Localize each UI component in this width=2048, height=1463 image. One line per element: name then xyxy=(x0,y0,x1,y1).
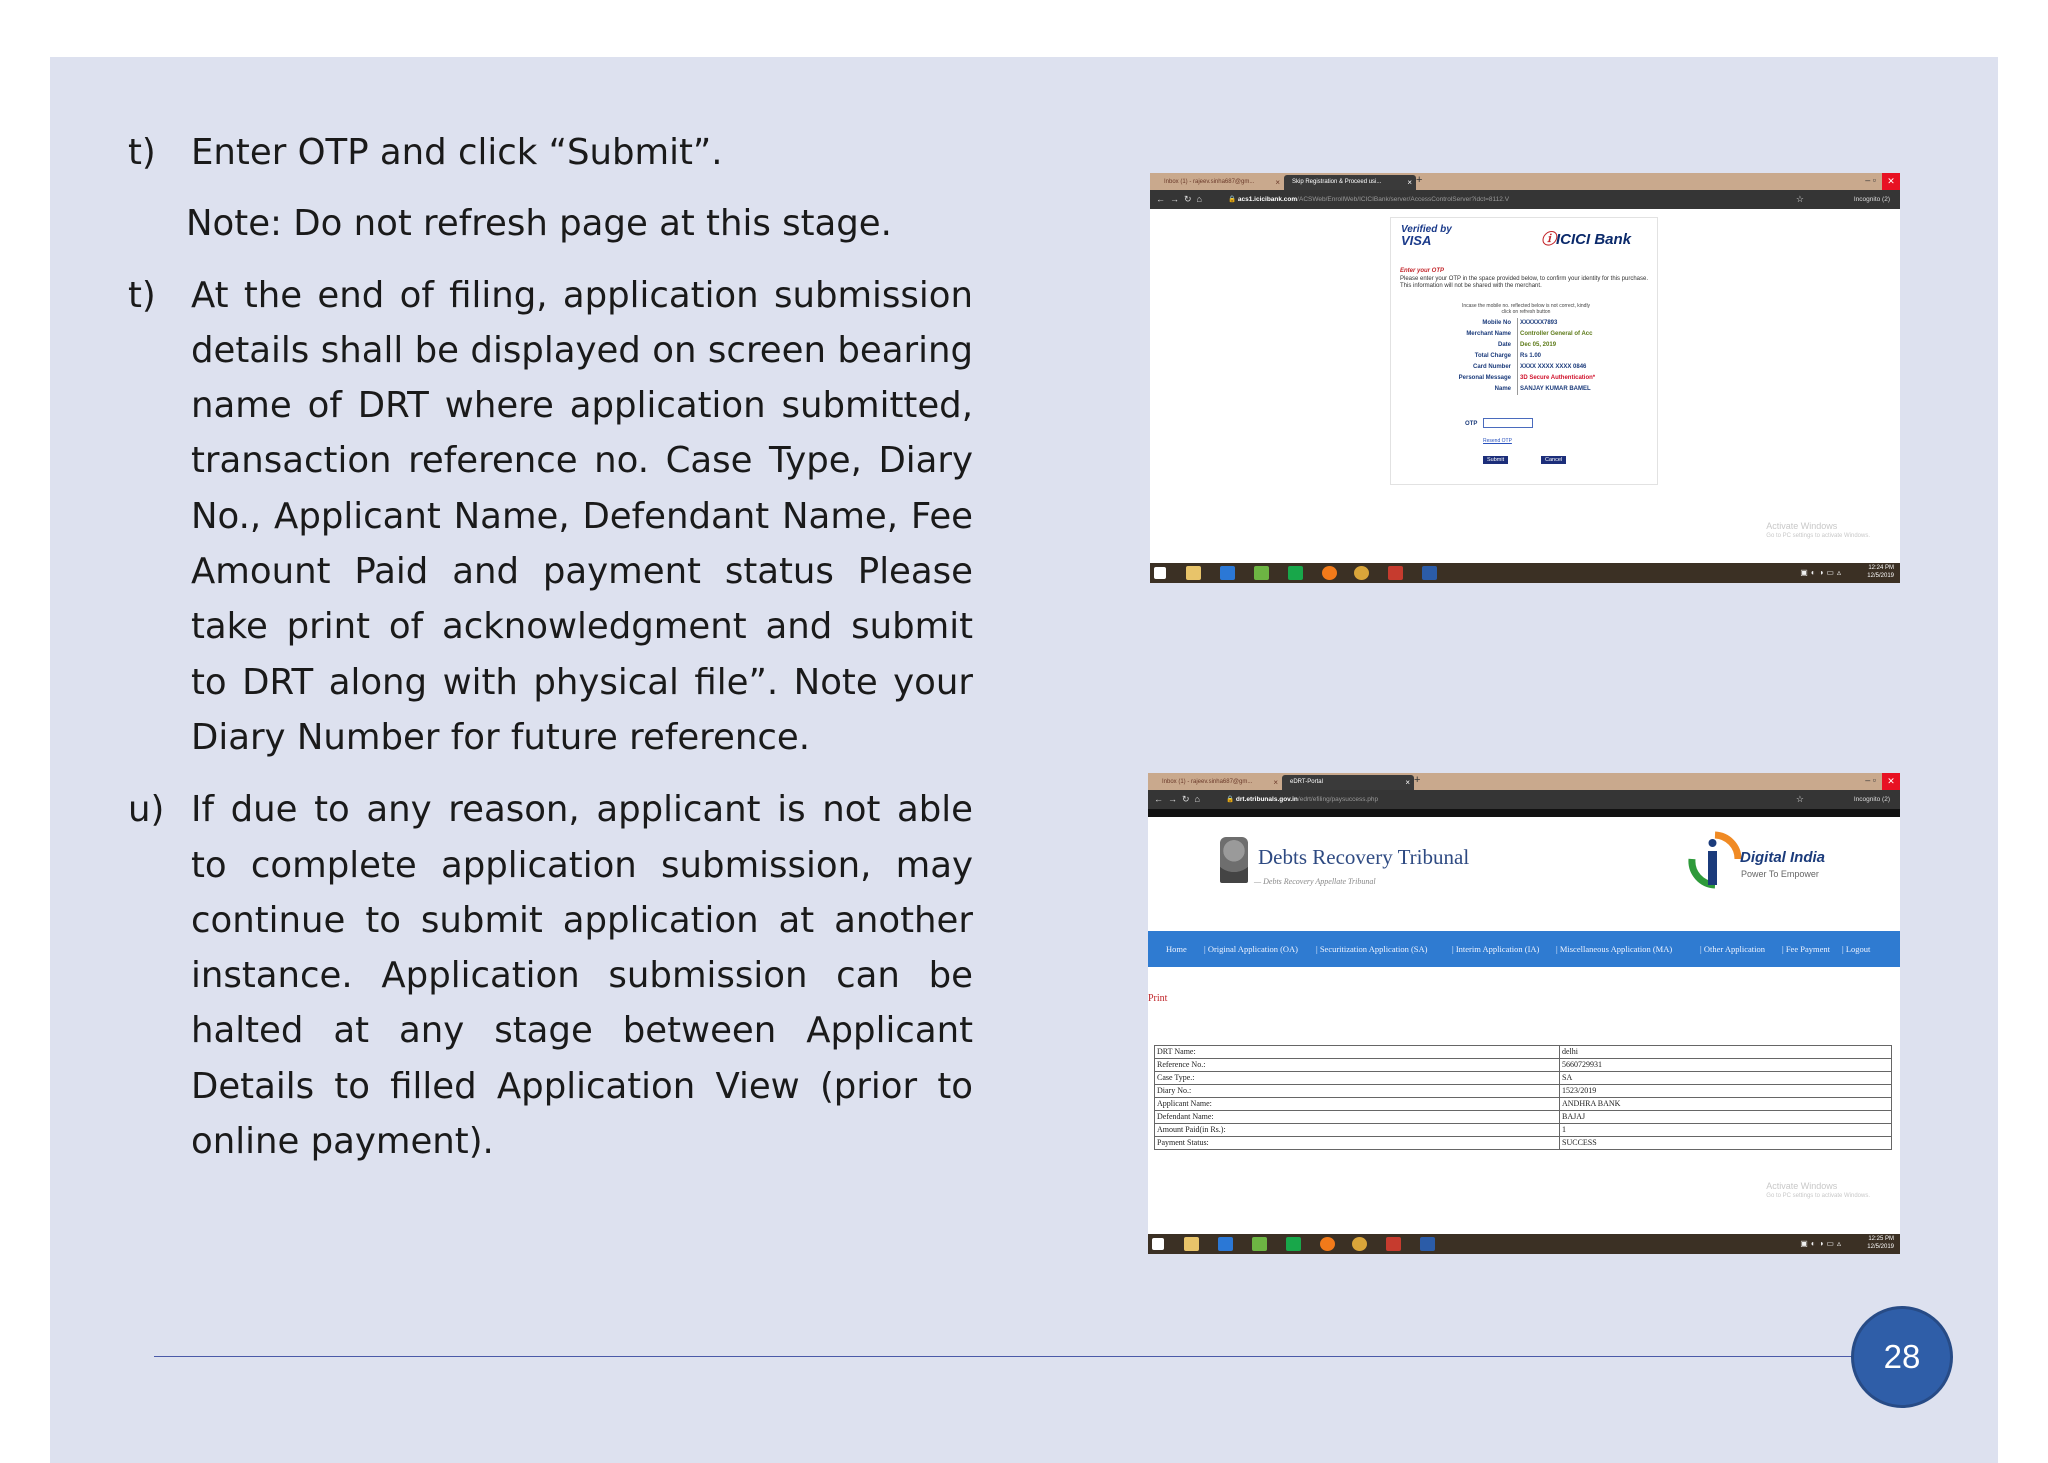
table-row: Amount Paid(in Rs.): 1 xyxy=(1155,1124,1892,1137)
submit-button[interactable]: Submit xyxy=(1483,456,1508,464)
new-tab-icon[interactable]: + xyxy=(1414,774,1421,786)
browser-tab-inbox[interactable] xyxy=(1154,775,1282,790)
activate-windows-watermark: Activate Windows Go to PC settings to activate Windows. xyxy=(1766,1181,1870,1199)
windows-start-icon[interactable] xyxy=(1152,1238,1164,1250)
otp-panel xyxy=(1390,217,1658,485)
menu-original-application[interactable]: | Original Application (OA) xyxy=(1204,944,1299,954)
detail-row: Mobile No XXXXXX7893 xyxy=(1391,318,1657,329)
window-controls xyxy=(1856,173,1900,190)
icici-bank-logo: ⓘICICI Bank xyxy=(1541,231,1632,248)
item-text: At the end of filing, application submission details shall be displayed on screen bearing name of DRT where application submitted, transaction reference no. Case Type, Diary No., Applicant Name, Defendant Name, Fee Amount Paid and payment status Please take print of acknowledgment and submit to DRT along with physical file”. Note your Diary Number for future reference. xyxy=(191,274,973,758)
minimize-icon[interactable]: – ▫ xyxy=(1865,775,1876,785)
digital-india-logo-icon xyxy=(1688,829,1742,895)
verified-by-visa-logo: Verified by VISA xyxy=(1401,224,1452,248)
firefox-icon[interactable] xyxy=(1322,566,1337,580)
table-row: Payment Status: SUCCESS xyxy=(1155,1137,1892,1150)
file-explorer-icon[interactable] xyxy=(1186,566,1201,580)
url-field[interactable]: 🔒 acs1.icicibank.com/ACSWeb/EnrollWeb/ICICIBank/server/AccessControlServer?idct=8112.V xyxy=(1228,196,1510,203)
item-text: If due to any reason, applicant is not able to complete application submission, may continue to submit application at another instance. Application submission can be halted at any stage between Applicant Details to filled Application View (prior to online payment). xyxy=(191,789,973,1163)
otp-description: Please enter your OTP in the space provided below, to confirm your identity for this purchase. This information will not be shared with the merchant. xyxy=(1400,276,1649,289)
table-row: Diary No.: 1523/2019 xyxy=(1155,1085,1892,1098)
detail-row: Total Charge Rs 1.00 xyxy=(1391,351,1657,362)
close-icon[interactable]: × xyxy=(1407,178,1412,187)
browser-tabbar xyxy=(1150,173,1900,190)
word-icon[interactable] xyxy=(1422,566,1437,580)
menu-logout[interactable]: | Logout xyxy=(1842,944,1871,954)
tab-label: eDRT-Portal xyxy=(1290,779,1323,785)
page-top-strip xyxy=(1148,809,1900,817)
detail-row: Merchant Name Controller General of Acc xyxy=(1391,329,1657,340)
close-icon[interactable]: × xyxy=(1275,178,1280,187)
menu-miscellaneous-application[interactable]: | Miscellaneous Application (MA) xyxy=(1556,944,1673,954)
star-icon[interactable]: ☆ xyxy=(1795,194,1804,204)
close-icon[interactable]: × xyxy=(1273,778,1278,787)
print-link[interactable]: Print xyxy=(1148,993,1168,1004)
instructions-column xyxy=(128,125,973,1169)
pdf-icon[interactable] xyxy=(1386,1237,1401,1251)
submission-details-table xyxy=(1154,1045,1892,1150)
nav-arrows-icon[interactable]: ←→↻⌂ xyxy=(1156,194,1207,204)
tab-label: Skip Registration & Proceed usi... xyxy=(1292,179,1382,185)
close-icon[interactable]: × xyxy=(1405,778,1410,787)
incognito-label: Incognito (2) xyxy=(1853,196,1890,203)
instruction-item xyxy=(128,268,973,766)
star-icon[interactable]: ☆ xyxy=(1795,794,1804,804)
pdf-icon[interactable] xyxy=(1388,566,1403,580)
otp-heading: Enter your OTP xyxy=(1400,268,1445,274)
system-tray-icons[interactable]: ▣◐◑▭▵ xyxy=(1800,1239,1844,1248)
national-emblem-icon xyxy=(1220,837,1248,883)
minimize-icon[interactable]: – ▫ xyxy=(1865,175,1876,185)
store-icon[interactable] xyxy=(1286,1237,1301,1251)
word-icon[interactable] xyxy=(1420,1237,1435,1251)
otp-screenshot xyxy=(1150,173,1900,583)
menu-fee-payment[interactable]: | Fee Payment xyxy=(1782,944,1830,954)
notes-icon[interactable] xyxy=(1252,1237,1267,1251)
notes-icon[interactable] xyxy=(1254,566,1269,580)
cancel-button[interactable]: Cancel xyxy=(1541,456,1566,464)
digital-india-title: Digital India xyxy=(1740,849,1826,866)
item-marker: t) xyxy=(128,132,156,173)
table-row: DRT Name: delhi xyxy=(1155,1046,1892,1059)
chrome-icon[interactable] xyxy=(1352,1237,1367,1251)
detail-row: Date Dec 05, 2019 xyxy=(1391,340,1657,351)
item-text: Enter OTP and click “Submit”. xyxy=(191,132,723,173)
activate-windows-watermark: Activate Windows Go to PC settings to activate Windows. xyxy=(1766,521,1870,539)
detail-row: Name SANJAY KUMAR BAMEL xyxy=(1391,384,1657,395)
file-explorer-icon[interactable] xyxy=(1184,1237,1199,1251)
chrome-icon[interactable] xyxy=(1354,566,1369,580)
tab-label: Inbox (1) - rajeev.sinha687@gm... xyxy=(1164,179,1255,185)
edge-icon[interactable] xyxy=(1220,566,1235,580)
instruction-item xyxy=(128,125,973,180)
firefox-icon[interactable] xyxy=(1320,1237,1335,1251)
edge-icon[interactable] xyxy=(1218,1237,1233,1251)
menu-other-application[interactable]: | Other Application xyxy=(1700,944,1765,954)
item-note: Note: Do not refresh page at this stage. xyxy=(186,203,892,245)
table-row: Defendant Name: BAJAJ xyxy=(1155,1111,1892,1124)
url-host: acs1.icicibank.com xyxy=(1237,196,1298,203)
resend-otp-link[interactable]: Resend OTP xyxy=(1483,438,1512,444)
incognito-label: Incognito (2) xyxy=(1853,796,1890,803)
close-window-icon[interactable]: ✕ xyxy=(1882,773,1900,790)
url-field[interactable]: 🔒 drt.etribunals.gov.in/edrt/efiling/paysuccess.php xyxy=(1226,796,1379,803)
menu-home[interactable]: Home xyxy=(1166,944,1187,954)
page-number-badge: 28 xyxy=(1851,1306,1953,1408)
detail-row: Card Number XXXX XXXX XXXX 0846 xyxy=(1391,362,1657,373)
table-row: Reference No.: 5660729931 xyxy=(1155,1059,1892,1072)
digital-india-subtitle: Power To Empower xyxy=(1741,869,1819,879)
otp-label: OTP xyxy=(1465,421,1478,427)
drt-header xyxy=(1148,819,1900,929)
otp-details-table xyxy=(1391,318,1657,395)
drt-title: Debts Recovery Tribunal xyxy=(1258,845,1470,869)
table-row: Applicant Name: ANDHRA BANK xyxy=(1155,1098,1892,1111)
windows-taskbar xyxy=(1150,563,1900,583)
url-path: /edrt/efiling/paysuccess.php xyxy=(1297,796,1379,803)
otp-hint: Incase the mobile no. reflected below is not correct, kindly click on refresh button xyxy=(1461,303,1591,315)
item-marker: u) xyxy=(128,789,165,831)
menu-interim-application[interactable]: | Interim Application (IA) xyxy=(1452,944,1540,954)
browser-tabbar xyxy=(1148,773,1900,790)
clock[interactable]: 12:25 PM 12/5/2019 xyxy=(1867,1236,1894,1250)
tab-label: Inbox (1) - rajeev.sinha687@gm... xyxy=(1162,779,1253,785)
close-window-icon[interactable]: ✕ xyxy=(1882,173,1900,190)
browser-tab-inbox[interactable] xyxy=(1156,175,1284,190)
nav-arrows-icon[interactable]: ←→↻⌂ xyxy=(1154,794,1205,804)
browser-tab-active[interactable] xyxy=(1282,775,1414,790)
footer-divider xyxy=(154,1356,1854,1357)
url-path: /ACSWeb/EnrollWeb/ICICIBank/server/AccessControlServer?idct=8112.V xyxy=(1297,196,1510,203)
table-row: Case Type.: SA xyxy=(1155,1072,1892,1085)
menu-securitization-application[interactable]: | Securitization Application (SA) xyxy=(1316,944,1428,954)
new-tab-icon[interactable]: + xyxy=(1416,174,1423,186)
address-bar xyxy=(1150,190,1900,209)
url-host: drt.etribunals.gov.in xyxy=(1235,796,1298,803)
windows-start-icon[interactable] xyxy=(1154,567,1166,579)
system-tray-icons[interactable]: ▣◐◑▭▵ xyxy=(1800,568,1844,577)
store-icon[interactable] xyxy=(1288,566,1303,580)
detail-row: Personal Message 3D Secure Authentication* xyxy=(1391,373,1657,384)
slide xyxy=(50,57,1998,1463)
instruction-item xyxy=(128,782,973,1169)
drt-subtitle: — Debts Recovery Appellate Tribunal xyxy=(1254,877,1376,886)
clock[interactable]: 12:24 PM 12/5/2019 xyxy=(1867,565,1894,579)
window-controls xyxy=(1856,773,1900,790)
drt-screenshot xyxy=(1148,773,1900,1254)
item-marker: t) xyxy=(128,274,156,316)
windows-taskbar xyxy=(1148,1234,1900,1254)
address-bar xyxy=(1148,790,1900,809)
drt-nav-menu xyxy=(1148,931,1900,967)
otp-input[interactable] xyxy=(1483,418,1533,428)
browser-tab-active[interactable] xyxy=(1284,175,1416,190)
